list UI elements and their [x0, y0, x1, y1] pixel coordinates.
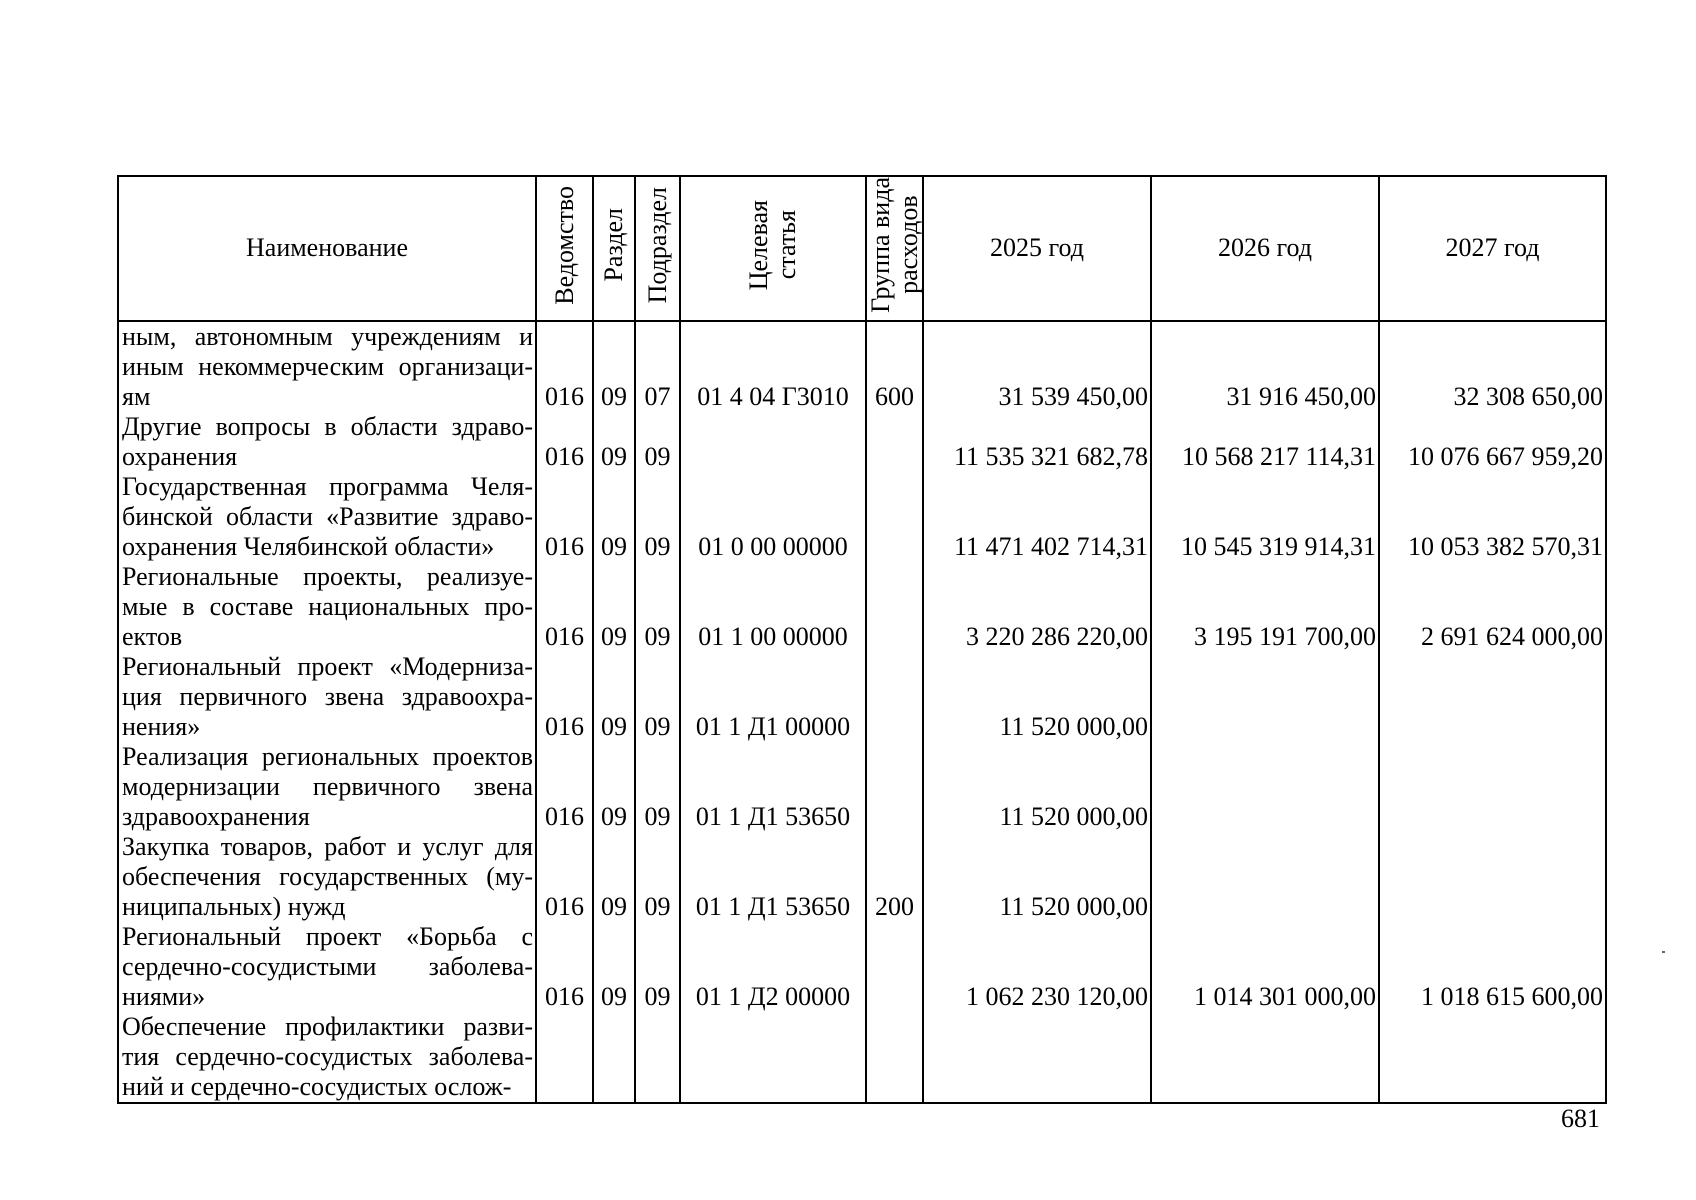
row-name: Региональный проект «Модернизация первичного звена здравоохранения» [118, 652, 536, 742]
row-target-article: 01 0 00 00000 [680, 472, 866, 562]
row-expense-group: 600 [866, 321, 923, 412]
row-amount-2027: 10 053 382 570,31 [1379, 472, 1606, 562]
row-section: 09 [593, 652, 635, 742]
row-section: 09 [593, 412, 635, 472]
row-expense-group: 200 [866, 832, 923, 922]
table-row [118, 652, 1606, 742]
row-amount-2026: 10 545 319 914,31 [1151, 472, 1379, 562]
row-amount-2025: 11 520 000,00 [923, 742, 1151, 832]
row-amount-2025: 11 471 402 714,31 [923, 472, 1151, 562]
row-target-article: 01 1 Д2 00000 [680, 922, 866, 1012]
row-amount-2027: 10 076 667 959,20 [1379, 412, 1606, 472]
row-section: 09 [593, 321, 635, 412]
row-department: 016 [536, 472, 593, 562]
budget-table [117, 175, 1607, 1104]
header-row [118, 176, 1606, 321]
header-name: Наименование [118, 176, 536, 321]
row-section: 09 [593, 472, 635, 562]
row-amount-2025: 3 220 286 220,00 [923, 562, 1151, 652]
row-subsection [635, 1012, 680, 1103]
row-subsection: 09 [635, 922, 680, 1012]
row-amount-2027 [1379, 652, 1606, 742]
row-subsection: 09 [635, 742, 680, 832]
header-year-2025: 2025 год [923, 176, 1151, 321]
row-expense-group [866, 922, 923, 1012]
row-section: 09 [593, 832, 635, 922]
row-amount-2027: 32 308 650,00 [1379, 321, 1606, 412]
row-amount-2025: 1 062 230 120,00 [923, 922, 1151, 1012]
row-section: 09 [593, 922, 635, 1012]
table-row [118, 742, 1606, 832]
header-department: Ведомство [536, 176, 593, 321]
row-amount-2026 [1151, 742, 1379, 832]
header-expense-group: Группа вида расходов [866, 176, 923, 321]
row-amount-2027: 2 691 624 000,00 [1379, 562, 1606, 652]
header-section: Раздел [593, 176, 635, 321]
header-target-article: Целевая статья [680, 176, 866, 321]
row-name: Государственная программа Челябинской области «Развитие здравоохранения Челябинской области» [118, 472, 536, 562]
row-department: 016 [536, 742, 593, 832]
row-amount-2027 [1379, 832, 1606, 922]
row-amount-2027 [1379, 1012, 1606, 1103]
row-amount-2026: 31 916 450,00 [1151, 321, 1379, 412]
row-amount-2025 [923, 1012, 1151, 1103]
row-department: 016 [536, 832, 593, 922]
row-amount-2026: 1 014 301 000,00 [1151, 922, 1379, 1012]
table-row [118, 922, 1606, 1012]
row-subsection: 09 [635, 562, 680, 652]
row-subsection: 07 [635, 321, 680, 412]
row-expense-group [866, 562, 923, 652]
row-subsection: 09 [635, 832, 680, 922]
row-expense-group [866, 412, 923, 472]
row-amount-2025: 11 535 321 682,78 [923, 412, 1151, 472]
row-amount-2025: 31 539 450,00 [923, 321, 1151, 412]
row-name: Региональные проекты, реализуемые в составе национальных проектов [118, 562, 536, 652]
row-amount-2027: 1 018 615 600,00 [1379, 922, 1606, 1012]
row-department: 016 [536, 412, 593, 472]
row-subsection: 09 [635, 412, 680, 472]
row-amount-2025: 11 520 000,00 [923, 832, 1151, 922]
row-section [593, 1012, 635, 1103]
header-year-2026: 2026 год [1151, 176, 1379, 321]
row-amount-2025: 11 520 000,00 [923, 652, 1151, 742]
table-row [118, 412, 1606, 472]
table-row [118, 321, 1606, 412]
row-amount-2026: 10 568 217 114,31 [1151, 412, 1379, 472]
table-row [118, 1012, 1606, 1103]
row-expense-group [866, 1012, 923, 1103]
row-section: 09 [593, 562, 635, 652]
page-number: 681 [1561, 1104, 1600, 1133]
row-department [536, 1012, 593, 1103]
row-department: 016 [536, 321, 593, 412]
row-expense-group [866, 742, 923, 832]
header-subsection: Подраздел [635, 176, 680, 321]
row-amount-2026 [1151, 1012, 1379, 1103]
row-subsection: 09 [635, 652, 680, 742]
table-row [118, 832, 1606, 922]
row-department: 016 [536, 652, 593, 742]
table-row [118, 562, 1606, 652]
row-target-article: 01 1 Д1 00000 [680, 652, 866, 742]
row-department: 016 [536, 922, 593, 1012]
row-name: Обеспечение профилактики развития сердечно-сосудистых заболеваний и сердечно-сосудистых ослож- [118, 1012, 536, 1103]
row-amount-2026 [1151, 832, 1379, 922]
row-target-article [680, 412, 866, 472]
row-name: Закупка товаров, работ и услуг для обеспечения государственных (муниципальных) нужд [118, 832, 536, 922]
row-department: 016 [536, 562, 593, 652]
row-expense-group [866, 652, 923, 742]
row-name: Другие вопросы в области здравоохранения [118, 412, 536, 472]
row-name: Региональный проект «Борьба с сердечно-сосудистыми заболеваниями» [118, 922, 536, 1012]
row-subsection: 09 [635, 472, 680, 562]
scan-artifact-dot [1662, 951, 1665, 953]
row-target-article: 01 4 04 Г3010 [680, 321, 866, 412]
row-section: 09 [593, 742, 635, 832]
row-name: ным, автономным учреждениям и иным некоммерческим организациям [118, 321, 536, 412]
row-amount-2027 [1379, 742, 1606, 832]
row-target-article: 01 1 00 00000 [680, 562, 866, 652]
row-expense-group [866, 472, 923, 562]
row-target-article [680, 1012, 866, 1103]
row-name: Реализация региональных проектов модернизации первичного звена здравоохранения [118, 742, 536, 832]
row-amount-2026: 3 195 191 700,00 [1151, 562, 1379, 652]
table-row [118, 472, 1606, 562]
row-amount-2026 [1151, 652, 1379, 742]
row-target-article: 01 1 Д1 53650 [680, 832, 866, 922]
header-year-2027: 2027 год [1379, 176, 1606, 321]
row-target-article: 01 1 Д1 53650 [680, 742, 866, 832]
